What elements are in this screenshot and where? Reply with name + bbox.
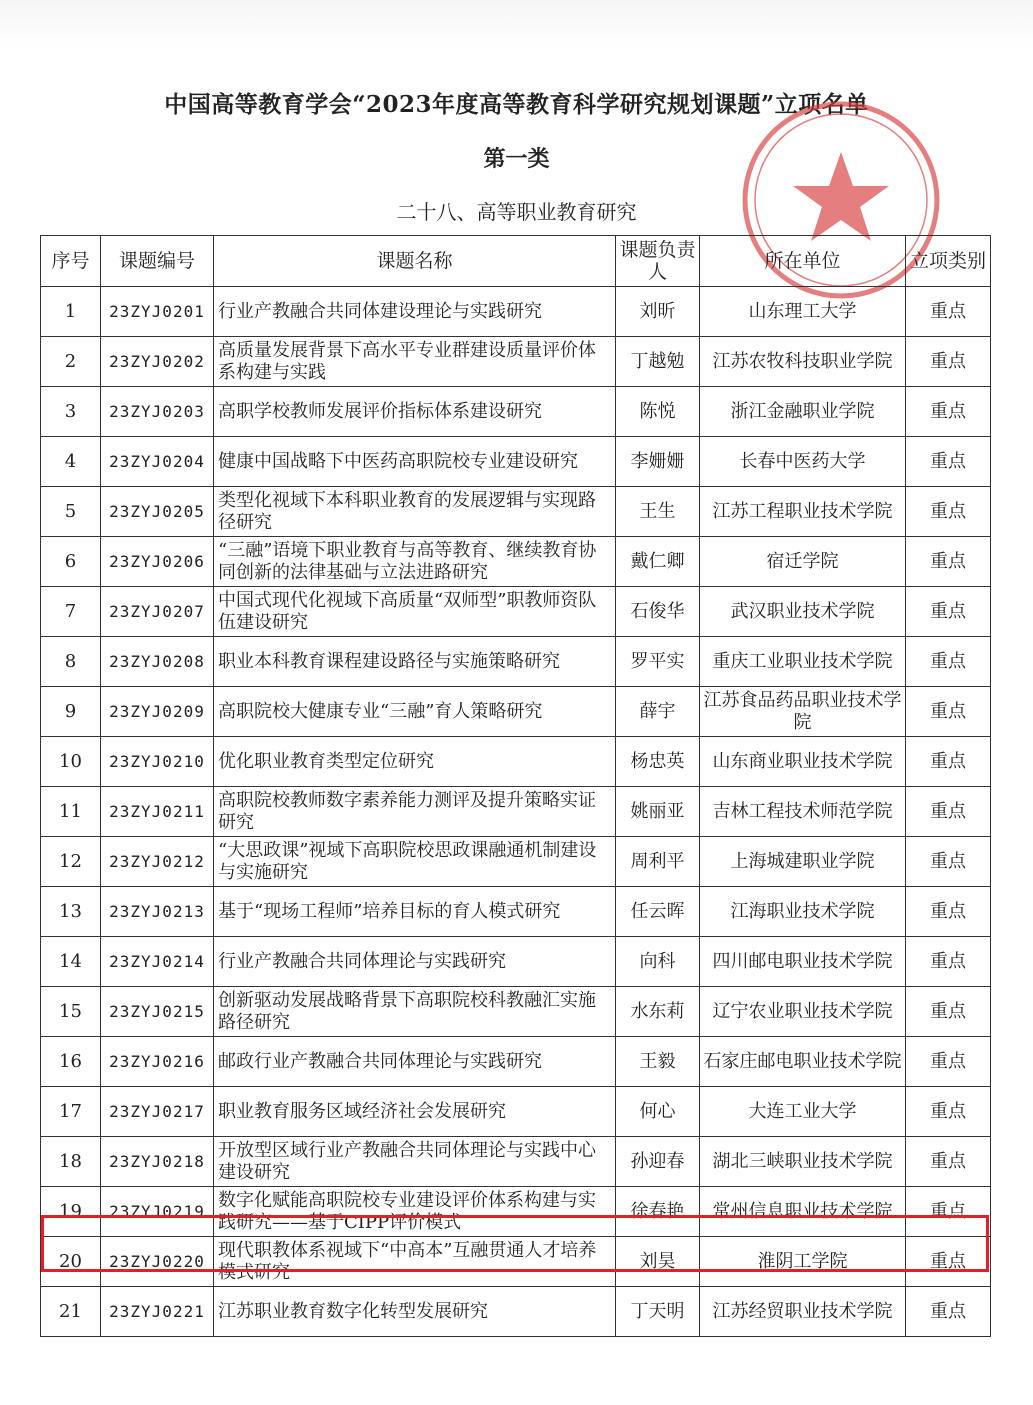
table-row — [41, 387, 991, 437]
row-number: 8 — [41, 637, 101, 687]
row-type: 重点 — [906, 1237, 991, 1287]
row-name: 优化职业教育类型定位研究 — [214, 737, 616, 787]
row-unit: 山东理工大学 — [700, 287, 906, 337]
row-leader: 王毅 — [616, 1037, 700, 1087]
row-code: 23ZYJ0210 — [101, 737, 214, 787]
row-leader: 何心 — [616, 1087, 700, 1137]
row-unit: 江苏食品药品职业技术学院 — [700, 687, 906, 737]
row-leader: 任云晖 — [616, 887, 700, 937]
row-unit: 宿迁学院 — [700, 537, 906, 587]
row-unit: 四川邮电职业技术学院 — [700, 937, 906, 987]
row-name: 高质量发展背景下高水平专业群建设质量评价体系构建与实践 — [214, 337, 616, 387]
row-unit: 武汉职业技术学院 — [700, 587, 906, 637]
row-type: 重点 — [906, 687, 991, 737]
row-code: 23ZYJ0202 — [101, 337, 214, 387]
table-row — [41, 1287, 991, 1337]
row-number: 17 — [41, 1087, 101, 1137]
row-leader: 孙迎春 — [616, 1137, 700, 1187]
table-row — [41, 737, 991, 787]
row-unit: 江苏经贸职业技术学院 — [700, 1287, 906, 1337]
row-leader: 丁越勉 — [616, 337, 700, 387]
row-leader: 刘昊 — [616, 1237, 700, 1287]
table-row — [41, 887, 991, 937]
row-leader: 丁天明 — [616, 1287, 700, 1337]
table-row — [41, 587, 991, 637]
row-unit: 湖北三峡职业技术学院 — [700, 1137, 906, 1187]
row-number: 10 — [41, 737, 101, 787]
row-name: 高职学校教师发展评价指标体系建设研究 — [214, 387, 616, 437]
row-number: 4 — [41, 437, 101, 487]
table-row — [41, 687, 991, 737]
row-leader: 杨忠英 — [616, 737, 700, 787]
row-code: 23ZYJ0216 — [101, 1037, 214, 1087]
row-leader: 刘昕 — [616, 287, 700, 337]
row-type: 重点 — [906, 737, 991, 787]
row-type: 重点 — [906, 587, 991, 637]
row-unit: 长春中医药大学 — [700, 437, 906, 487]
row-code: 23ZYJ0208 — [101, 637, 214, 687]
row-number: 16 — [41, 1037, 101, 1087]
row-name: 高职院校大健康专业“三融”育人策略研究 — [214, 687, 616, 737]
row-unit: 山东商业职业技术学院 — [700, 737, 906, 787]
row-number: 13 — [41, 887, 101, 937]
row-number: 20 — [41, 1237, 101, 1287]
row-code: 23ZYJ0217 — [101, 1087, 214, 1137]
row-leader: 周利平 — [616, 837, 700, 887]
row-unit: 石家庄邮电职业技术学院 — [700, 1037, 906, 1087]
row-type: 重点 — [906, 437, 991, 487]
table-row — [41, 1087, 991, 1137]
row-leader: 姚丽亚 — [616, 787, 700, 837]
row-name: 创新驱动发展战略背景下高职院校科教融汇实施路径研究 — [214, 987, 616, 1037]
row-name: 邮政行业产教融合共同体理论与实践研究 — [214, 1037, 616, 1087]
row-name: 行业产教融合共同体建设理论与实践研究 — [214, 287, 616, 337]
row-number: 15 — [41, 987, 101, 1037]
row-type: 重点 — [906, 487, 991, 537]
row-unit: 吉林工程技术师范学院 — [700, 787, 906, 837]
row-name: “大思政课”视域下高职院校思政课融通机制建设与实施研究 — [214, 837, 616, 887]
row-code: 23ZYJ0215 — [101, 987, 214, 1037]
row-unit: 大连工业大学 — [700, 1087, 906, 1137]
table-row — [41, 1137, 991, 1187]
row-code: 23ZYJ0221 — [101, 1287, 214, 1337]
row-name: 高职院校教师数字素养能力测评及提升策略实证研究 — [214, 787, 616, 837]
row-code: 23ZYJ0207 — [101, 587, 214, 637]
row-number: 3 — [41, 387, 101, 437]
document-title: 中国高等教育学会“2023年度高等教育科学研究规划课题”立项名单 — [164, 91, 869, 118]
row-number: 11 — [41, 787, 101, 837]
row-unit: 辽宁农业职业技术学院 — [700, 987, 906, 1037]
row-leader: 徐春艳 — [616, 1187, 700, 1237]
table-row — [41, 787, 991, 837]
row-name: 中国式现代化视域下高质量“双师型”职教师资队伍建设研究 — [214, 587, 616, 637]
row-code: 23ZYJ0206 — [101, 537, 214, 587]
row-number: 9 — [41, 687, 101, 737]
row-type: 重点 — [906, 1287, 991, 1337]
row-name: 健康中国战略下中医药高职院校专业建设研究 — [214, 437, 616, 487]
row-leader: 戴仁卿 — [616, 537, 700, 587]
section-heading: 二十八、高等职业教育研究 — [396, 200, 637, 224]
header-type: 立项类别 — [906, 236, 991, 287]
row-name: 行业产教融合共同体理论与实践研究 — [214, 937, 616, 987]
row-type: 重点 — [906, 637, 991, 687]
row-number: 7 — [41, 587, 101, 637]
project-table — [40, 235, 991, 1337]
row-name: 职业教育服务区域经济社会发展研究 — [214, 1087, 616, 1137]
header-name: 课题名称 — [214, 236, 616, 287]
row-leader: 薛宇 — [616, 687, 700, 737]
header-unit: 所在单位 — [700, 236, 906, 287]
row-type: 重点 — [906, 787, 991, 837]
row-name: 开放型区域行业产教融合共同体理论与实践中心建设研究 — [214, 1137, 616, 1187]
row-unit: 江海职业技术学院 — [700, 887, 906, 937]
row-unit: 常州信息职业技术学院 — [700, 1187, 906, 1237]
row-unit: 上海城建职业学院 — [700, 837, 906, 887]
category-heading: 第一类 — [483, 146, 550, 172]
row-name: 江苏职业教育数字化转型发展研究 — [214, 1287, 616, 1337]
table-row — [41, 437, 991, 487]
row-type: 重点 — [906, 1137, 991, 1187]
row-unit: 浙江金融职业学院 — [700, 387, 906, 437]
row-code: 23ZYJ0211 — [101, 787, 214, 837]
row-name: 基于“现场工程师”培养目标的育人模式研究 — [214, 887, 616, 937]
row-number: 1 — [41, 287, 101, 337]
row-number: 21 — [41, 1287, 101, 1337]
table-row — [41, 1237, 991, 1287]
row-type: 重点 — [906, 387, 991, 437]
row-code: 23ZYJ0201 — [101, 287, 214, 337]
table-row — [41, 937, 991, 987]
row-code: 23ZYJ0212 — [101, 837, 214, 887]
row-leader: 李姗姗 — [616, 437, 700, 487]
row-name: 现代职教体系视域下“中高本”互融贯通人才培养模式研究 — [214, 1237, 616, 1287]
table-row — [41, 837, 991, 887]
row-number: 6 — [41, 537, 101, 587]
row-unit: 重庆工业职业技术学院 — [700, 637, 906, 687]
row-code: 23ZYJ0214 — [101, 937, 214, 987]
row-type: 重点 — [906, 1037, 991, 1087]
table-row — [41, 337, 991, 387]
row-unit: 江苏工程职业技术学院 — [700, 487, 906, 537]
row-name: “三融”语境下职业教育与高等教育、继续教育协同创新的法律基础与立法进路研究 — [214, 537, 616, 587]
row-number: 14 — [41, 937, 101, 987]
table-body — [41, 287, 991, 1337]
row-name: 数字化赋能高职院校专业建设评价体系构建与实践研究——基于CIPP评价模式 — [214, 1187, 616, 1237]
table-row — [41, 487, 991, 537]
row-leader: 王生 — [616, 487, 700, 537]
row-code: 23ZYJ0204 — [101, 437, 214, 487]
row-code: 23ZYJ0218 — [101, 1137, 214, 1187]
row-number: 12 — [41, 837, 101, 887]
header-leader: 课题负责人 — [616, 236, 700, 287]
row-type: 重点 — [906, 887, 991, 937]
row-type: 重点 — [906, 537, 991, 587]
row-type: 重点 — [906, 987, 991, 1037]
row-leader: 水东莉 — [616, 987, 700, 1037]
row-name: 职业本科教育课程建设路径与实施策略研究 — [214, 637, 616, 687]
row-type: 重点 — [906, 1187, 991, 1237]
row-unit: 淮阴工学院 — [700, 1237, 906, 1287]
row-code: 23ZYJ0209 — [101, 687, 214, 737]
row-code: 23ZYJ0205 — [101, 487, 214, 537]
table-row — [41, 1037, 991, 1087]
table-row — [41, 987, 991, 1037]
table-header-row — [41, 236, 991, 287]
table-row — [41, 637, 991, 687]
row-type: 重点 — [906, 937, 991, 987]
row-code: 23ZYJ0219 — [101, 1187, 214, 1237]
row-code: 23ZYJ0203 — [101, 387, 214, 437]
header-number: 序号 — [41, 236, 101, 287]
row-leader: 向科 — [616, 937, 700, 987]
row-number: 5 — [41, 487, 101, 537]
row-unit: 江苏农牧科技职业学院 — [700, 337, 906, 387]
row-type: 重点 — [906, 837, 991, 887]
row-name: 类型化视域下本科职业教育的发展逻辑与实现路径研究 — [214, 487, 616, 537]
row-code: 23ZYJ0220 — [101, 1237, 214, 1287]
row-leader: 罗平实 — [616, 637, 700, 687]
row-number: 2 — [41, 337, 101, 387]
row-leader: 陈悦 — [616, 387, 700, 437]
row-number: 18 — [41, 1137, 101, 1187]
table-row — [41, 287, 991, 337]
row-number: 19 — [41, 1187, 101, 1237]
row-code: 23ZYJ0213 — [101, 887, 214, 937]
table-row — [41, 1187, 991, 1237]
row-type: 重点 — [906, 287, 991, 337]
row-leader: 石俊华 — [616, 587, 700, 637]
row-type: 重点 — [906, 337, 991, 387]
table-row — [41, 537, 991, 587]
header-code: 课题编号 — [101, 236, 214, 287]
row-type: 重点 — [906, 1087, 991, 1137]
